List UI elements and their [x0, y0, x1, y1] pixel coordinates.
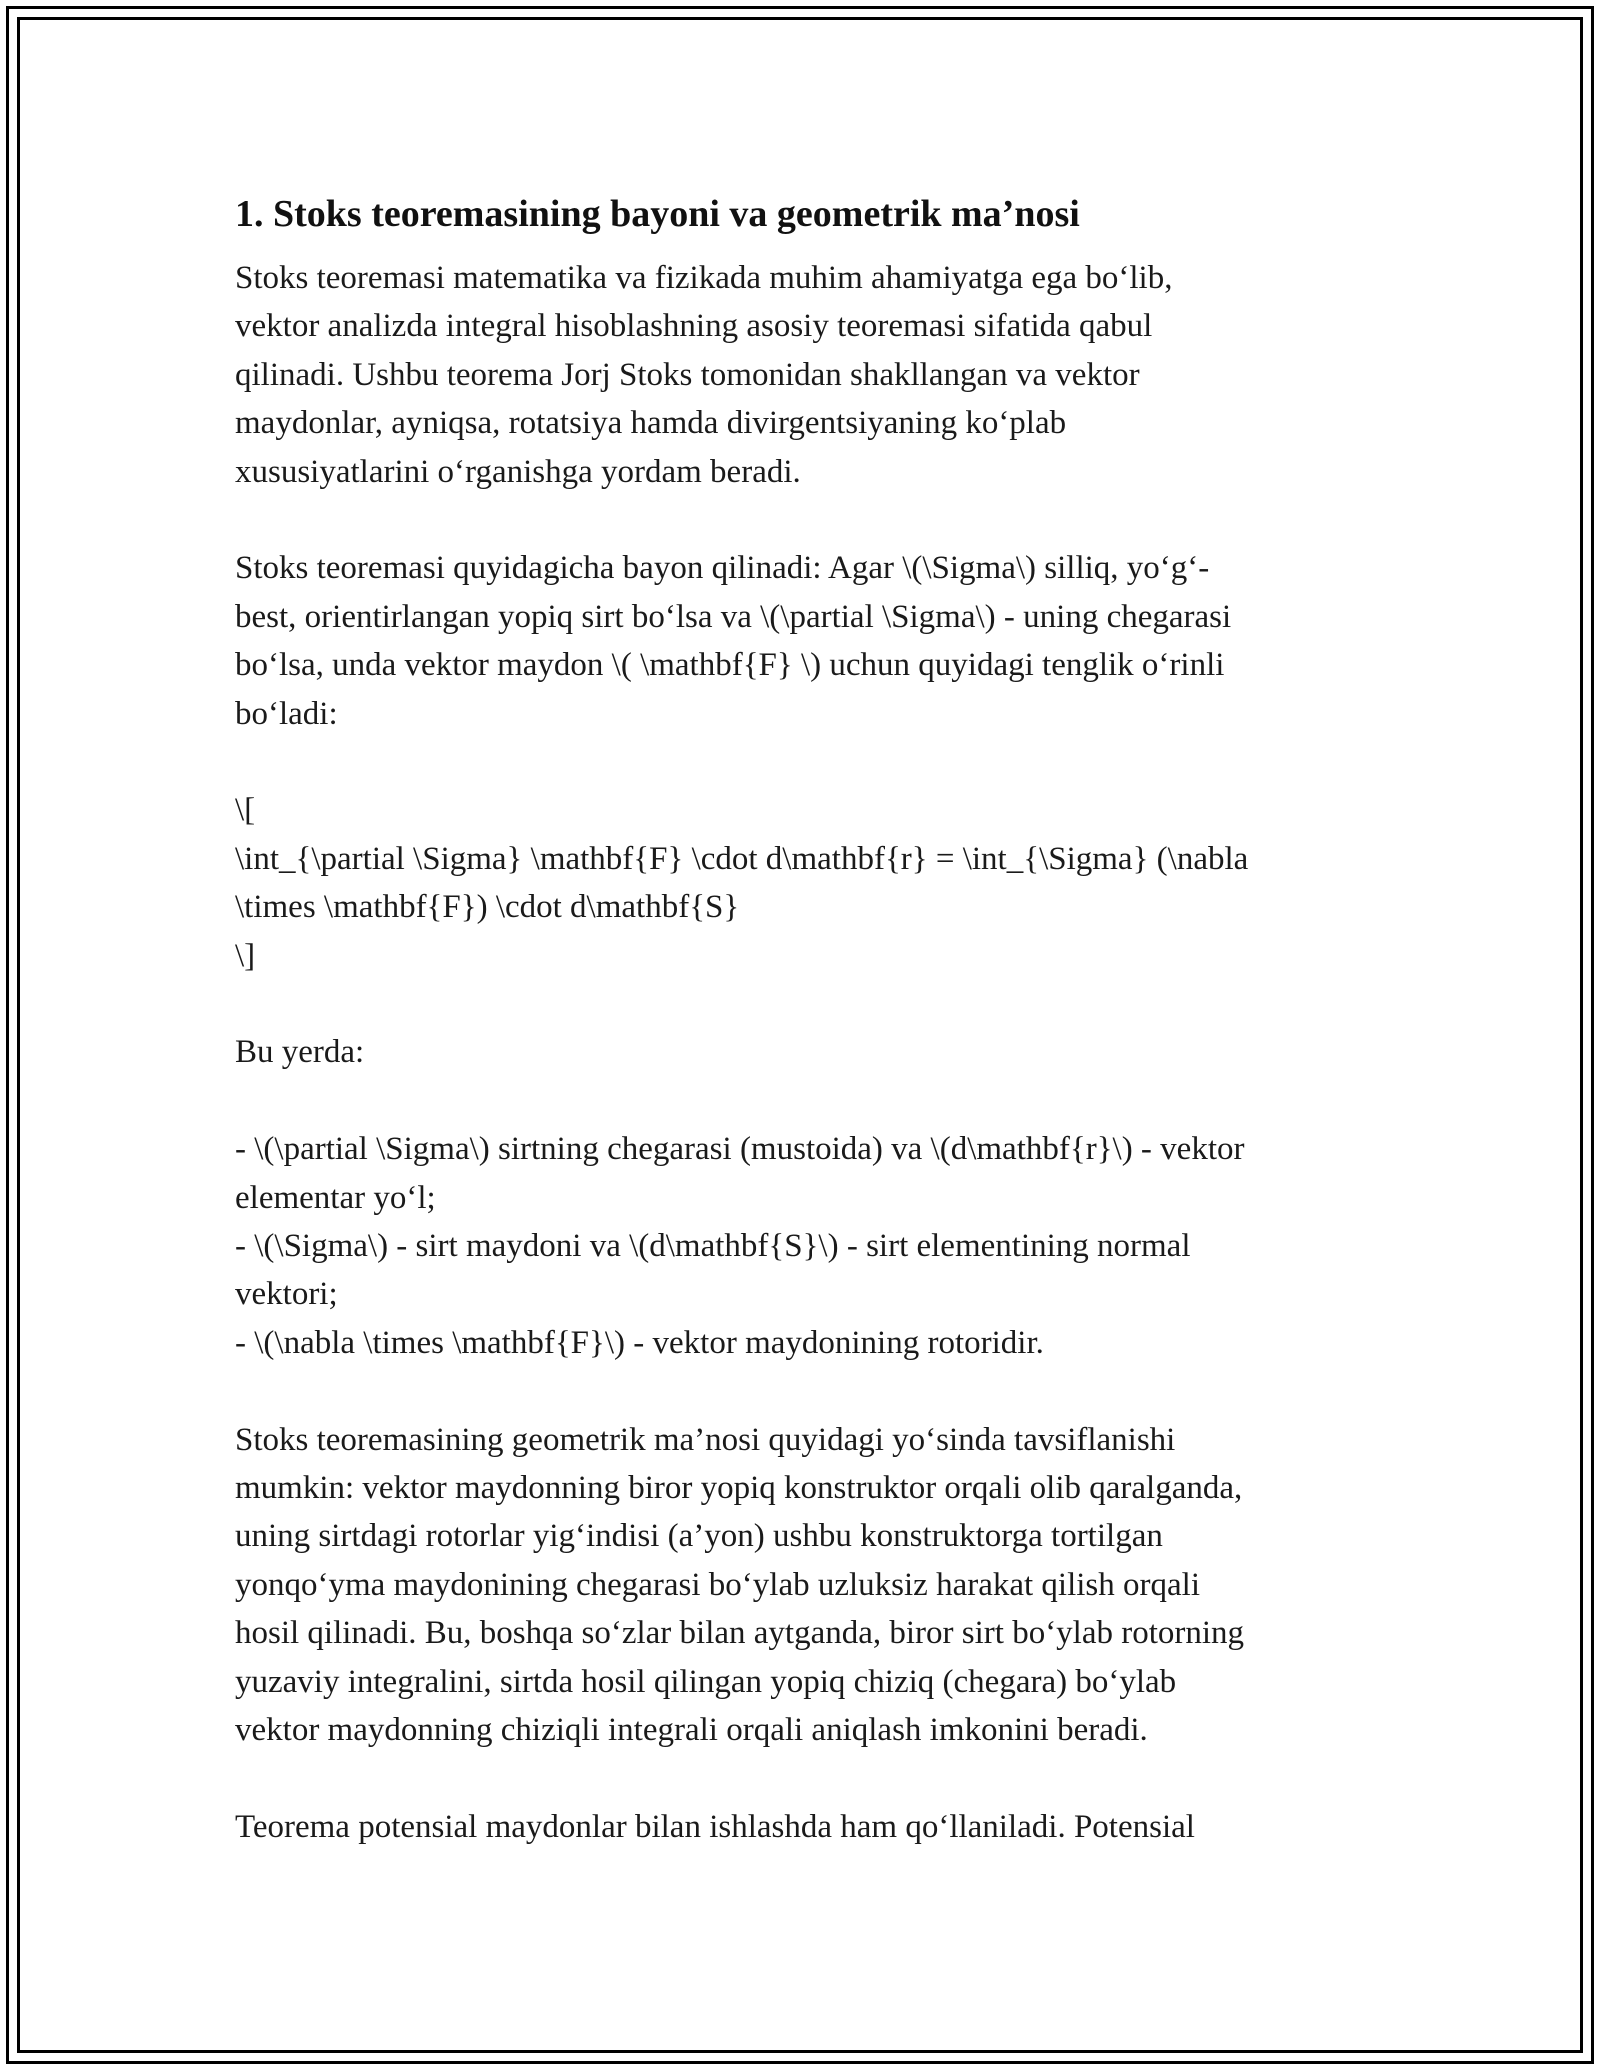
text-line: vektor analizda integral hisoblashning asosiy teoremasi sifatida qabul	[235, 308, 1153, 345]
paragraph	[235, 1803, 1375, 1851]
text-line: bo‘lsa, unda vektor maydon \( \mathbf{F} \) uchun quyidagi tenglik o‘rinli	[235, 647, 1225, 684]
text-line: yonqo‘yma maydonining chegarasi bo‘ylab uzluksiz harakat qilish orqali	[235, 1566, 1200, 1603]
text-line: \]	[235, 937, 256, 974]
text-line: maydonlar, ayniqsa, rotatsiya hamda divirgentsiyaning ko‘plab	[235, 405, 1067, 442]
text-line: \int_{\partial \Sigma} \mathbf{F} \cdot d\mathbf{r} = \int_{\Sigma} (\nabla	[235, 840, 1249, 877]
text-line: elementar yo‘l;	[235, 1179, 436, 1216]
text-line: qilinadi. Ushbu teorema Jorj Stoks tomonidan shakllangan va vektor	[235, 356, 1140, 393]
text-line: Bu yerda:	[235, 1034, 365, 1071]
paragraph	[235, 1125, 1375, 1367]
paragraph	[235, 1028, 1375, 1076]
paragraph	[235, 544, 1375, 738]
text-line: - \(\Sigma\) - sirt maydoni va \(d\mathbf{S}\) - sirt elementining normal	[235, 1228, 1191, 1265]
text-line: Stoks teoremasining geometrik ma’nosi quyidagi yo‘sinda tavsiflanishi	[235, 1421, 1176, 1458]
text-line: \[	[235, 792, 256, 829]
paragraph-container	[235, 254, 1375, 1851]
text-line: vektor maydonning chiziqli integrali orqali aniqlash imkonini beradi.	[235, 1712, 1148, 1749]
text-line: hosil qilinadi. Bu, boshqa so‘zlar bilan aytganda, biror sirt bo‘ylab rotorning	[235, 1615, 1245, 1652]
text-line: mumkin: vektor maydonning biror yopiq konstruktor orqali olib qaralganda,	[235, 1470, 1243, 1507]
text-line: Stoks teoremasi quyidagicha bayon qilinadi: Agar \(\Sigma\) silliq, yo‘g‘-	[235, 550, 1210, 587]
text-line: best, orientirlangan yopiq sirt bo‘lsa va \(\partial \Sigma\) - uning chegarasi	[235, 598, 1232, 635]
text-line: - \(\partial \Sigma\) sirtning chegarasi (mustoida) va \(d\mathbf{r}\) - vektor	[235, 1131, 1245, 1168]
text-line: vektori;	[235, 1276, 338, 1313]
text-line: Teorema potensial maydonlar bilan ishlashda ham qo‘llaniladi. Potensial	[235, 1808, 1195, 1845]
text-line: xususiyatlarini o‘rganishga yordam beradi.	[235, 453, 801, 490]
paragraph	[235, 254, 1375, 496]
text-line: \times \mathbf{F}) \cdot d\mathbf{S}	[235, 889, 740, 926]
paragraph	[235, 1416, 1375, 1755]
text-line: bo‘ladi:	[235, 695, 338, 732]
document-body	[235, 188, 1375, 1900]
text-line: yuzaviy integralini, sirtda hosil qilingan yopiq chiziq (chegara) bo‘ylab	[235, 1663, 1177, 1700]
text-line: Stoks teoremasi matematika va fizikada muhim ahamiyatga ega bo‘lib,	[235, 260, 1173, 296]
paragraph	[235, 786, 1375, 980]
text-line: - \(\nabla \times \mathbf{F}\) - vektor maydonining rotoridir.	[235, 1324, 1044, 1361]
section-heading: 1. Stoks teoremasining bayoni va geometrik ma’nosi	[235, 193, 1080, 235]
text-line: uning sirtdagi rotorlar yig‘indisi (a’yon) ushbu konstruktorga tortilgan	[235, 1518, 1163, 1555]
